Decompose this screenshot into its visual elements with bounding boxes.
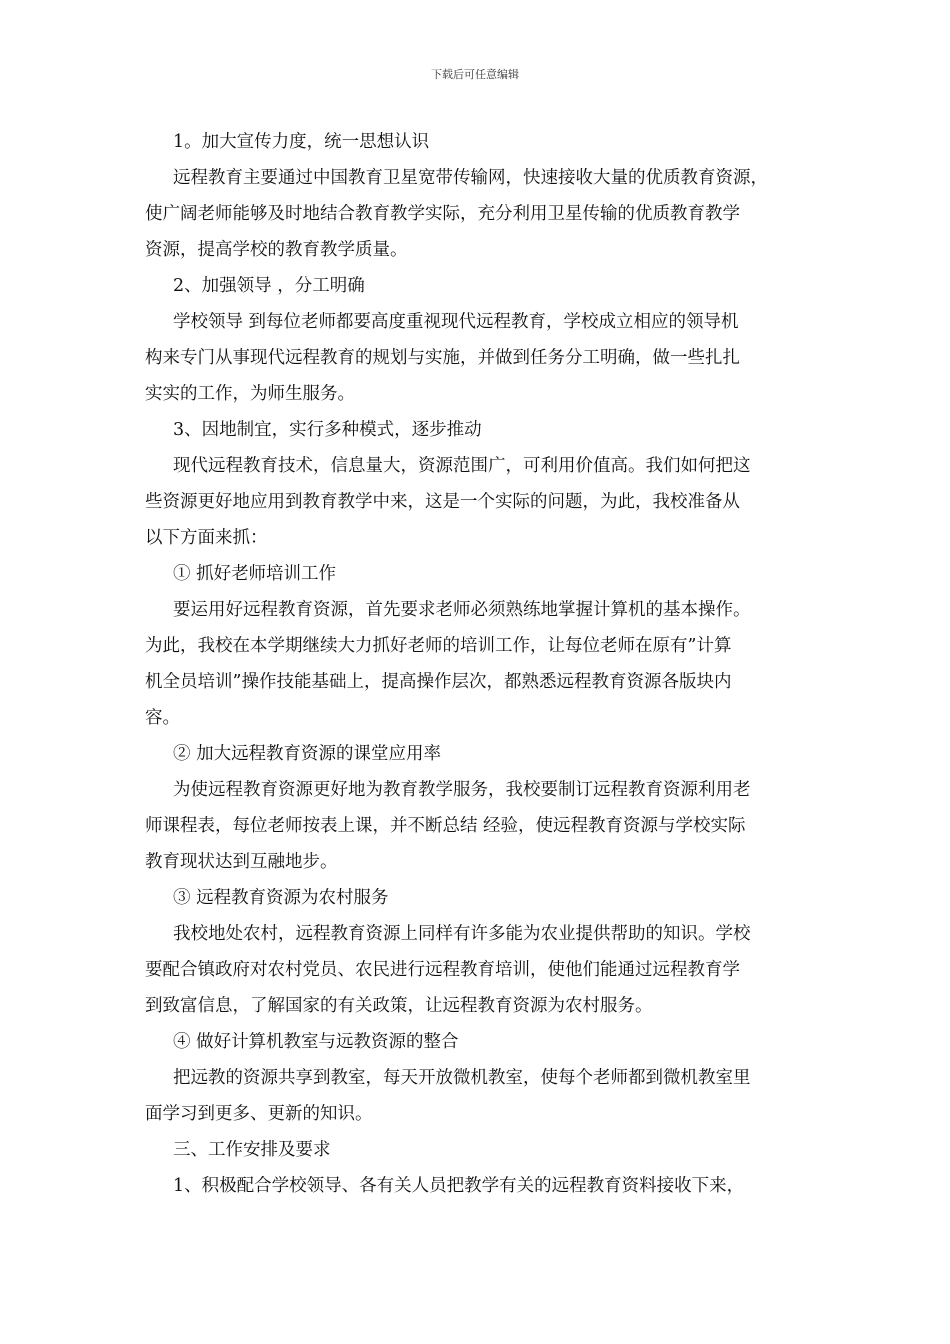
text-line: 些资源更好地应用到教育教学中来，这是一个实际的问题，为此，我校准备从 [145,492,740,512]
text-line: 资源，提高学校的教育教学质量。 [145,240,408,260]
text-line: 1、积极配合学校领导、各有关人员把教学有关的远程教育资料接收下来， [173,1176,745,1196]
text-line: 以下方面来抓： [145,528,268,548]
text-line: 实实的工作，为师生服务。 [145,384,355,404]
text-line: ③ 远程教育资源为农村服务 [173,888,389,908]
text-line: 使广阔老师能够及时地结合教育教学实际，充分利用卫星传输的优质教育教学 [145,204,740,224]
text-line: ② 加大远程教育资源的课堂应用率 [173,744,442,764]
text-line: 现代远程教育技术，信息量大，资源范围广，可利用价值高。我们如何把这 [173,456,751,476]
text-line: 远程教育主要通过中国教育卫星宽带传输网，快速接收大量的优质教育资源， [173,168,768,188]
text-line: 三、工作安排及要求 [173,1140,331,1160]
document-body [145,124,815,1204]
page-header: 下载后可任意编辑 [431,68,519,81]
text-line: 面学习到更多、更新的知识。 [145,1104,373,1124]
text-line: 为此，我校在本学期继续大力抓好老师的培训工作，让每位老师在原有”计算 [145,636,732,656]
text-line: 师课程表，每位老师按表上课，并不断总结 经验，使远程教育资源与学校实际 [145,816,746,836]
text-line: 构来专门从事现代远程教育的规划与实施，并做到任务分工明确，做一些扎扎 [145,348,740,368]
text-line: 学校领导 到每位老师都要高度重视现代远程教育，学校成立相应的领导机 [173,312,739,332]
text-line: 2、加强领导 ，分工明确 [173,276,365,296]
text-line: 教育现状达到互融地步。 [145,852,338,872]
text-line: 为使远程教育资源更好地为教育教学服务，我校要制订远程教育资源利用老 [173,780,751,800]
text-line: 1。加大宣传力度，统一思想认识 [173,132,430,152]
text-line: 要运用好远程教育资源，首先要求老师必须熟练地掌握计算机的基本操作。 [173,600,751,620]
text-line: ④ 做好计算机教室与远教资源的整合 [173,1032,459,1052]
text-line: 到致富信息，了解国家的有关政策，让远程教育资源为农村服务。 [145,996,653,1016]
text-line: 3、因地制宜，实行多种模式，逐步推动 [173,420,482,440]
text-line: ① 抓好老师培训工作 [173,564,337,584]
text-line: 容。 [145,708,180,728]
text-line: 把远教的资源共享到教室，每天开放微机教室，使每个老师都到微机教室里 [173,1068,751,1088]
text-line: 我校地处农村，远程教育资源上同样有许多能为农业提供帮助的知识。学校 [173,924,751,944]
text-line: 要配合镇政府对农村党员、农民进行远程教育培训，使他们能通过远程教育学 [145,960,740,980]
text-line: 机全员培训”操作技能基础上，提高操作层次，都熟悉远程教育资源各版块内 [145,672,732,692]
